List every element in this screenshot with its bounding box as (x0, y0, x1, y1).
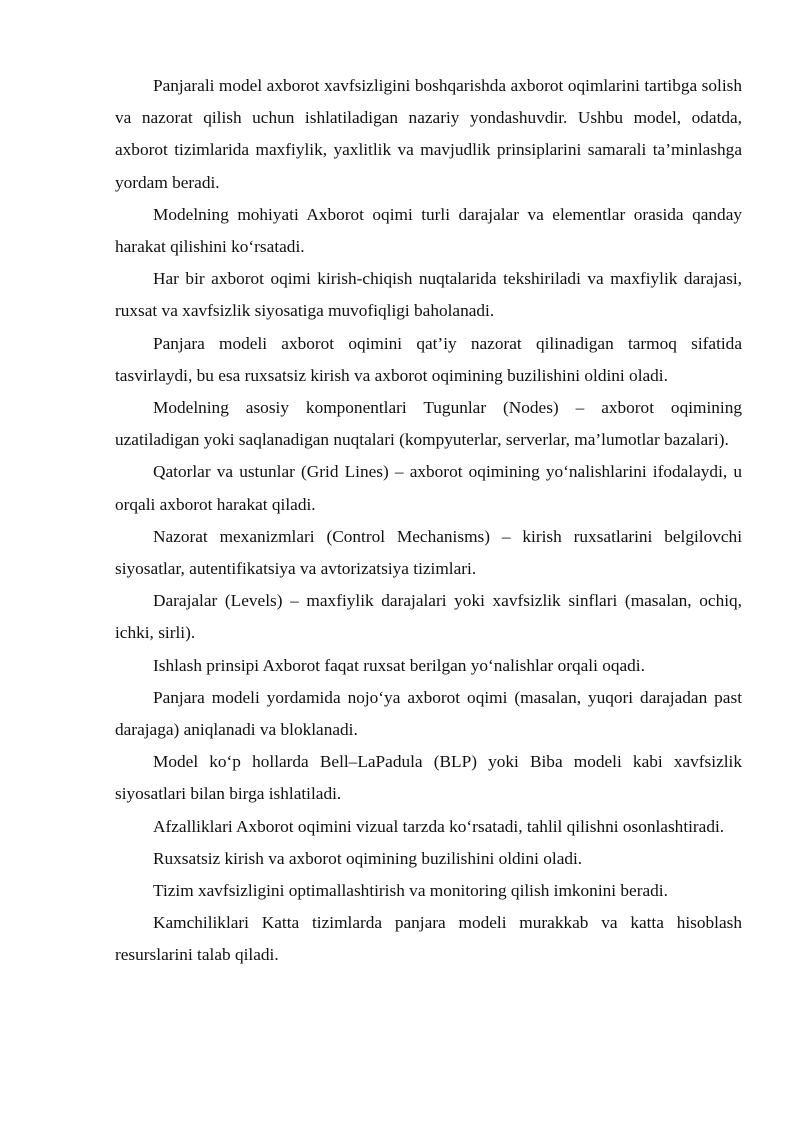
paragraph-flow-check: Har bir axborot oqimi kirish-chiqish nuqtalarida tekshiriladi va maxfiylik darajasi, ruxsat va xavfsizlik siyosatiga muvofiqligi baholanadi. (115, 269, 742, 321)
paragraph-optimization: Tizim xavfsizligini optimallashtirish va monitoring qilish imkonini beradi. (153, 881, 668, 901)
paragraph-advantages: Afzalliklari Axborot oqimini vizual tarzda ko‘rsatadi, tahlil qilishni osonlashtiradi. (153, 816, 725, 836)
paragraph-grid-lines: Qatorlar va ustunlar (Grid Lines) – axborot oqimining yo‘nalishlarini ifodalaydi, u orqali axborot harakat qiladi. (115, 462, 742, 514)
paragraph-disadvantages: Kamchiliklari Katta tizimlarda panjara modeli murakkab va katta hisoblash resurslarini talab qiladi. (115, 913, 742, 965)
paragraph-levels: Darajalar (Levels) – maxfiylik darajalari yoki xavfsizlik sinflari (masalan, ochiq, ichki, sirli). (115, 591, 742, 643)
paragraph-essence: Modelning mohiyati Axborot oqimi turli darajalar va elementlar orasida qanday harakat qilishini ko‘rsatadi. (115, 204, 742, 257)
paragraph-control-mechanisms: Nazorat mexanizmlari (Control Mechanisms) – kirish ruxsatlarini belgilovchi siyosatlar, autentifikatsiya va avtorizatsiya tizimlari. (115, 526, 742, 579)
paragraph-blp-biba: Model ko‘p hollarda Bell–LaPadula (BLP) yoki Biba modeli kabi xavfsizlik siyosatlari bilan birga ishlatiladi. (115, 752, 742, 804)
paragraph-intro: Panjarali model axborot xavfsizligini boshqarishda axborot oqimlarini tartibga solish va nazorat qilish uchun ishlatiladigan nazariy yondashuvdir. Ushbu model, odatda, axborot tizimlarida maxfiylik, yaxlitlik va mavjudlik prinsiplarini samarali ta’minlashga yordam beradi. (115, 76, 742, 192)
paragraph-working-principle: Ishlash prinsipi Axborot faqat ruxsat berilgan yo‘nalishlar orqali oqadi. (153, 655, 645, 675)
paragraph-lattice-network: Panjara modeli axborot oqimini qat’iy nazorat qilinadigan tarmoq sifatida tasvirlaydi, bu esa ruxsatsiz kirish va axborot oqimining buzilishini oldini oladi. (115, 333, 742, 385)
document-page (115, 70, 742, 972)
paragraph-prevents-access: Ruxsatsiz kirish va axborot oqimining buzilishini oldini oladi. (153, 848, 583, 868)
paragraph-components-nodes: Modelning asosiy komponentlari Tugunlar (Nodes) – axborot oqimining uzatiladigan yoki saqlanadigan nuqtalari (kompyuterlar, serverlar, ma’lumotlar bazalari). (115, 398, 742, 450)
paragraph-blocking: Panjara modeli yordamida nojo‘ya axborot oqimi (masalan, yuqori darajadan past darajaga) aniqlanadi va bloklanadi. (115, 687, 742, 740)
